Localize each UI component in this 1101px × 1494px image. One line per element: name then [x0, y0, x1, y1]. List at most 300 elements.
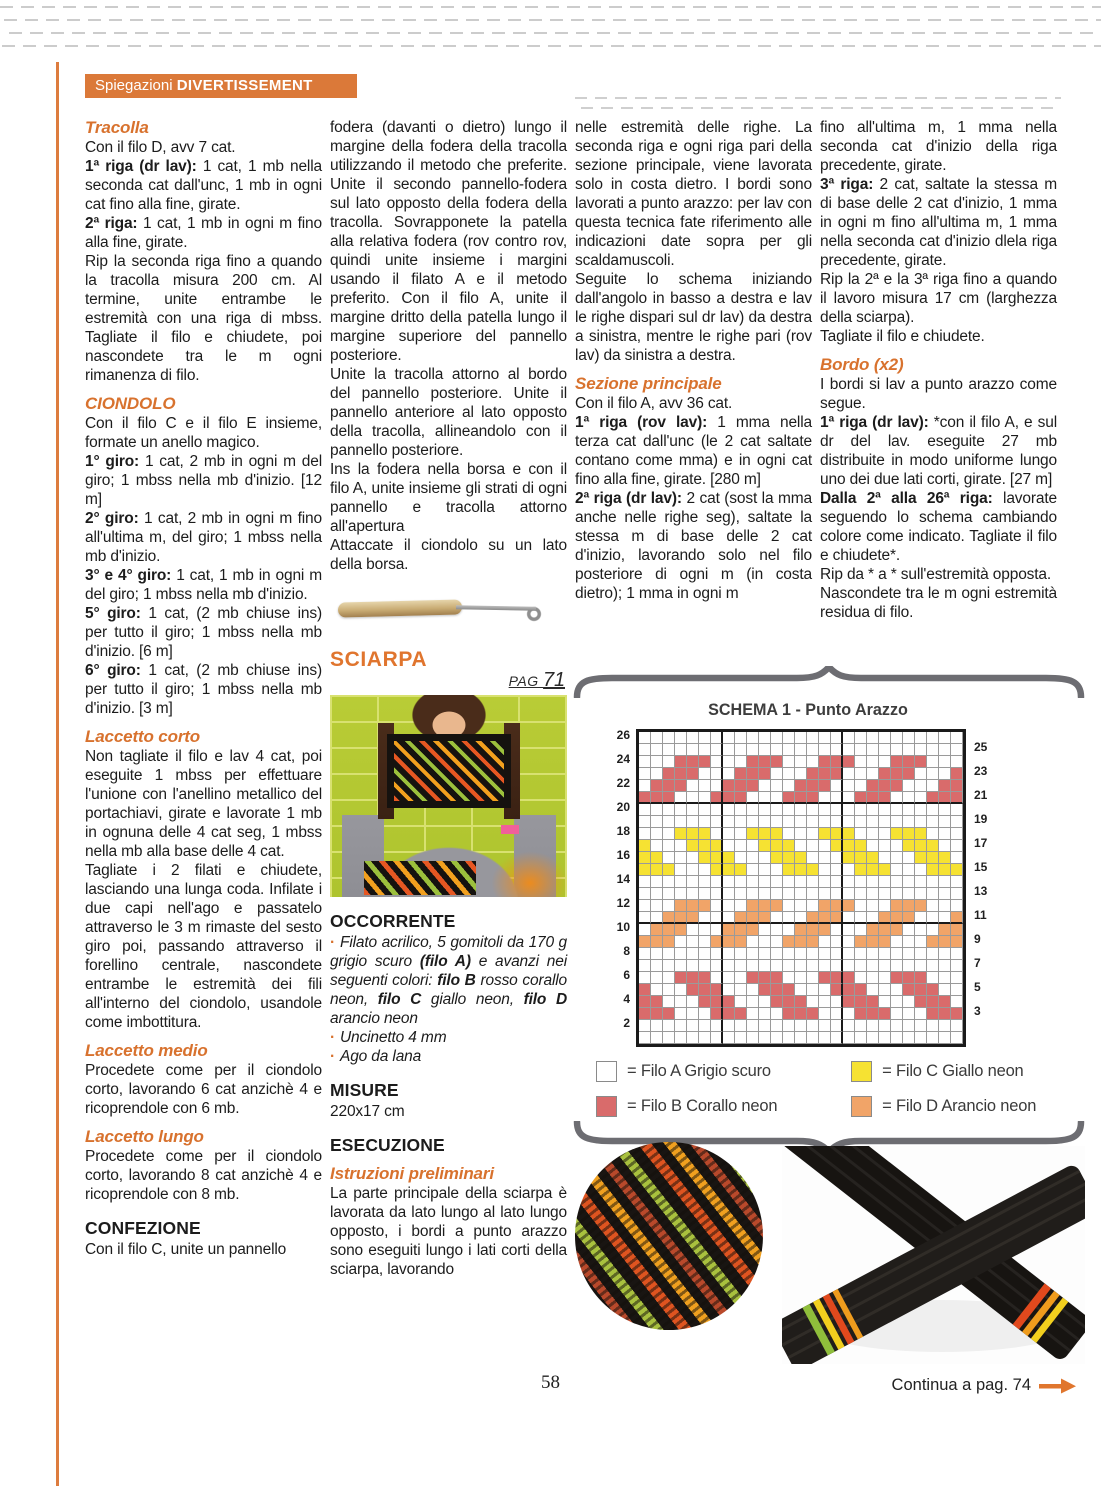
schema-cell [663, 1008, 675, 1020]
schema-cell [855, 912, 867, 924]
schema-cell [663, 924, 675, 936]
schema-cell [939, 780, 951, 792]
row-label-right: 15 [974, 860, 988, 874]
schema-cell [687, 732, 699, 744]
schema-cell [843, 1032, 855, 1044]
schema-cell [759, 852, 771, 864]
schema-cell [855, 816, 867, 828]
header-title: DIVERTISSEMENT [176, 77, 313, 94]
schema-cell [771, 960, 783, 972]
schema-cell [663, 1020, 675, 1032]
schema-cell [927, 900, 939, 912]
schema-cell [891, 1032, 903, 1044]
row-label-right: 25 [974, 740, 988, 754]
schema-cell [687, 1008, 699, 1020]
schema-cell [939, 852, 951, 864]
schema-cell [927, 996, 939, 1008]
schema-cell [795, 924, 807, 936]
schema-cell [759, 984, 771, 996]
schema-cell [867, 996, 879, 1008]
schema-cell [651, 972, 663, 984]
schema-cell [891, 780, 903, 792]
schema-cell [867, 780, 879, 792]
schema-cell [699, 732, 711, 744]
schema-cell [891, 804, 903, 816]
left-margin-rule [56, 62, 59, 1486]
schema-cell [867, 744, 879, 756]
paragraph: Dalla 2ª alla 26ª riga: lavorate seguendo lo schema cambiando colore come indicato. Tagliate il filo e chiudete*. [820, 490, 1057, 564]
schema-cell [831, 1008, 843, 1020]
schema-cell [699, 780, 711, 792]
schema-cell [891, 744, 903, 756]
schema-cell [807, 924, 819, 936]
schema-cell [843, 972, 855, 984]
schema-cell [927, 1032, 939, 1044]
schema-cell [711, 780, 723, 792]
schema-cell [915, 1020, 927, 1032]
schema-cell [723, 1032, 735, 1044]
legend-item [596, 1061, 797, 1082]
schema-cell [831, 1020, 843, 1032]
schema-cell [891, 888, 903, 900]
schema-cell [639, 960, 651, 972]
schema-cell [903, 936, 915, 948]
schema-cell [867, 732, 879, 744]
schema-cell [699, 912, 711, 924]
schema-cell [783, 924, 795, 936]
schema-cell [687, 888, 699, 900]
schema-cell [939, 984, 951, 996]
schema-cell [855, 852, 867, 864]
schema-cell [663, 744, 675, 756]
schema-cell [759, 1008, 771, 1020]
schema-cell [687, 744, 699, 756]
schema-cell [651, 1032, 663, 1044]
schema-cell [831, 876, 843, 888]
schema-cell [639, 972, 651, 984]
schema-cell [783, 744, 795, 756]
schema-cell [843, 1020, 855, 1032]
schema-cell [903, 996, 915, 1008]
row-label-left: 24 [616, 752, 630, 766]
schema-cell [903, 960, 915, 972]
schema-cell [639, 828, 651, 840]
schema-cell [807, 972, 819, 984]
legend-swatch [596, 1096, 617, 1117]
text-column-3 [575, 118, 812, 603]
schema-cell [687, 912, 699, 924]
schema-cell [759, 840, 771, 852]
paragraph: Ins la fodera nella borsa e con il filo A, unite insieme gli strati di ogni pannello e tracolla attorno all'apertura [330, 461, 567, 535]
schema-cell [795, 876, 807, 888]
schema-cell [651, 804, 663, 816]
schema-cell [663, 900, 675, 912]
section-heading-ciondolo: CIONDOLO [85, 394, 176, 413]
paragraph: Con il filo C, unite un pannello [85, 1241, 287, 1258]
schema-cell [891, 816, 903, 828]
schema-cell [651, 948, 663, 960]
schema-cell [651, 840, 663, 852]
schema-cell [663, 984, 675, 996]
schema-cell [771, 948, 783, 960]
schema-cell [783, 948, 795, 960]
schema-cell [723, 960, 735, 972]
schema-cell [795, 960, 807, 972]
schema-cell [879, 804, 891, 816]
schema-cell [747, 732, 759, 744]
schema-cell [675, 1008, 687, 1020]
section-heading-sciarpa: SCIARPA [330, 648, 428, 671]
schema-cell [795, 756, 807, 768]
schema-cell [951, 852, 963, 864]
schema-cell [639, 876, 651, 888]
row-label-left: 4 [623, 992, 630, 1006]
schema-cell [915, 984, 927, 996]
schema-cell [759, 924, 771, 936]
schema-cell [735, 888, 747, 900]
schema-cell [747, 804, 759, 816]
schema-cell [819, 792, 831, 804]
schema-cell [639, 936, 651, 948]
text-column-2 [330, 118, 567, 1279]
schema-cell [771, 1008, 783, 1020]
schema-cell [723, 864, 735, 876]
crochet-closeup-photo [575, 1142, 763, 1330]
schema-cell [867, 900, 879, 912]
schema-cell [639, 1020, 651, 1032]
schema-cell [675, 828, 687, 840]
schema-cell [855, 768, 867, 780]
schema-cell [783, 972, 795, 984]
schema-cell [711, 948, 723, 960]
schema-cell [879, 876, 891, 888]
schema-cell [879, 732, 891, 744]
schema-cell [951, 936, 963, 948]
schema-cell [939, 816, 951, 828]
schema-cell [879, 852, 891, 864]
schema-cell [687, 852, 699, 864]
schema-cell [891, 936, 903, 948]
bullet: · Uncinetto 4 mm [330, 1028, 567, 1047]
schema-cell [867, 768, 879, 780]
schema-cell [951, 828, 963, 840]
paragraph: Con il filo A, avv 36 cat. [575, 395, 733, 412]
paragraph: Tagliate i 2 filati e chiudete, lasciando una lunga coda. Infilate i due capi nell'ago e passatelo attraverso le 3 m rimaste del sesto giro poi, passando attraverso il forellino centrale, nascondete entrambe le estremità dei fili all'interno del ciondolo, usandole come imbottitura. [85, 862, 322, 1031]
schema-cell [867, 924, 879, 936]
schema-cell [879, 1032, 891, 1044]
schema-cell [747, 948, 759, 960]
schema-cell [903, 876, 915, 888]
schema-cell [639, 864, 651, 876]
schema-cell [903, 984, 915, 996]
schema-cell [951, 972, 963, 984]
schema-cell [687, 936, 699, 948]
schema-cell [687, 960, 699, 972]
schema-cell [675, 852, 687, 864]
schema-cell [675, 732, 687, 744]
section-heading-sezione-principale: Sezione principale [575, 374, 722, 393]
row-label-right: 23 [974, 764, 988, 778]
schema-cell [903, 924, 915, 936]
schema-cell [927, 984, 939, 996]
schema-cell [927, 768, 939, 780]
schema-cell [867, 984, 879, 996]
schema-cell [927, 756, 939, 768]
schema-cell [927, 780, 939, 792]
schema-cell [951, 948, 963, 960]
schema-cell [867, 792, 879, 804]
schema-cell [651, 996, 663, 1008]
schema-cell [831, 936, 843, 948]
schema-cell [699, 900, 711, 912]
schema-cell [783, 852, 795, 864]
schema-cell [747, 1020, 759, 1032]
schema-cell [867, 912, 879, 924]
schema-cell [867, 864, 879, 876]
schema-cell [819, 888, 831, 900]
schema-cell [951, 864, 963, 876]
schema-cell [915, 924, 927, 936]
schema-cell [891, 984, 903, 996]
schema-cell [855, 900, 867, 912]
schema-cell [951, 792, 963, 804]
schema-cell [699, 1032, 711, 1044]
section-heading-esecuzione: ESECUZIONE [330, 1135, 445, 1155]
schema-cell [759, 972, 771, 984]
schema-cell [735, 852, 747, 864]
schema-cell [723, 924, 735, 936]
schema-cell [663, 756, 675, 768]
schema-cell [687, 792, 699, 804]
schema-cell [783, 864, 795, 876]
schema-cell [855, 996, 867, 1008]
schema-cell [795, 792, 807, 804]
schema-cell [687, 756, 699, 768]
schema-cell [807, 756, 819, 768]
schema-cell [915, 996, 927, 1008]
schema-cell [843, 1008, 855, 1020]
paragraph: La parte principale della sciarpa è lavorata da lato lungo al lato lungo opposto, i bordi a punto arazzo sono eseguiti lungo i lati corti della sciarpa, lavorando [330, 1185, 567, 1278]
schema-cell [819, 960, 831, 972]
schema-cell [723, 792, 735, 804]
schema-cell [783, 1020, 795, 1032]
schema-cell [663, 888, 675, 900]
schema-cell [855, 804, 867, 816]
schema-cell [819, 828, 831, 840]
schema-cell [723, 900, 735, 912]
schema-cell [927, 744, 939, 756]
schema-cell [675, 984, 687, 996]
schema-cell [891, 972, 903, 984]
schema-cell [747, 852, 759, 864]
schema-cell [819, 864, 831, 876]
schema-cell [687, 924, 699, 936]
schema-cell [639, 888, 651, 900]
schema-cell [651, 912, 663, 924]
text-column-4 [820, 118, 1057, 622]
schema-cell [771, 828, 783, 840]
schema-cell [915, 876, 927, 888]
schema-cell [939, 936, 951, 948]
schema-cell [915, 804, 927, 816]
schema-cell [915, 816, 927, 828]
schema-cell [951, 900, 963, 912]
schema-cell [831, 1032, 843, 1044]
schema-cell [831, 960, 843, 972]
schema-cell [807, 768, 819, 780]
schema-cell [903, 792, 915, 804]
schema-cell [795, 1008, 807, 1020]
schema-cell [879, 972, 891, 984]
schema-cell [723, 972, 735, 984]
schema-cell [939, 876, 951, 888]
schema-cell [927, 1008, 939, 1020]
schema-cell [663, 792, 675, 804]
schema-cell [735, 1008, 747, 1020]
schema-cell [939, 912, 951, 924]
schema-cell [711, 768, 723, 780]
schema-cell [747, 936, 759, 948]
schema-cell [771, 924, 783, 936]
schema-cell [831, 792, 843, 804]
row-label-left: 16 [616, 848, 630, 862]
section-heading-laccetto-medio: Laccetto medio [85, 1041, 208, 1060]
schema-cell [903, 852, 915, 864]
schema-cell [819, 756, 831, 768]
schema-cell [831, 816, 843, 828]
schema-cell [879, 960, 891, 972]
schema-cell [915, 732, 927, 744]
schema-cell [795, 768, 807, 780]
schema-cell [699, 744, 711, 756]
schema-cell [783, 900, 795, 912]
schema-cell [675, 804, 687, 816]
schema-cell [867, 972, 879, 984]
section-heading-tracolla: Tracolla [85, 118, 149, 137]
schema-cell [711, 804, 723, 816]
schema-cell [951, 996, 963, 1008]
schema-cell [951, 756, 963, 768]
schema-cell [879, 816, 891, 828]
schema-cell [735, 924, 747, 936]
schema-cell [927, 792, 939, 804]
schema-cell [819, 948, 831, 960]
schema-cell [771, 732, 783, 744]
schema-cell [951, 1032, 963, 1044]
schema-cell [903, 768, 915, 780]
schema-cell [939, 924, 951, 936]
paragraph: Procedete come per il ciondolo corto, lavorando 8 cat anzichè 4 e ricoprendole con 8 mb. [85, 1148, 322, 1203]
continua-text: Continua a pag. 74 [891, 1376, 1031, 1394]
paragraph: Seguite lo schema iniziando dall'angolo in basso a destra e lav le righe dispari sul dr lav) da destra a sinistra, mentre le righe pari (rov lav) da sinistra a destra. [575, 271, 812, 364]
schema-cell [699, 804, 711, 816]
schema-cell [735, 1020, 747, 1032]
schema-cell [927, 852, 939, 864]
schema-cell [723, 768, 735, 780]
row-label-right [966, 1029, 1000, 1041]
schema-cell [831, 780, 843, 792]
schema-cell [855, 828, 867, 840]
schema-cell [687, 828, 699, 840]
schema-cell [879, 768, 891, 780]
schema-cell [855, 756, 867, 768]
schema-cell [879, 780, 891, 792]
schema-cell [867, 1008, 879, 1020]
schema-cell [759, 732, 771, 744]
schema-cell [759, 912, 771, 924]
schema-cell [951, 1020, 963, 1032]
schema-cell [951, 780, 963, 792]
schema-cell [651, 1008, 663, 1020]
schema-cell [855, 1032, 867, 1044]
schema-cell [687, 1020, 699, 1032]
schema-cell [735, 792, 747, 804]
schema-cell [843, 792, 855, 804]
schema-cell [675, 816, 687, 828]
schema-cell [819, 840, 831, 852]
schema-cell [711, 756, 723, 768]
schema-cell [843, 744, 855, 756]
schema-cell [663, 780, 675, 792]
schema-cell [903, 840, 915, 852]
schema-cell [651, 924, 663, 936]
schema-cell [771, 900, 783, 912]
row-label-left [604, 1029, 636, 1041]
schema-cell [759, 756, 771, 768]
schema-cell [747, 912, 759, 924]
paragraph: 5° giro: 1 cat, (2 mb chiuse ins) per tutto il giro; 1 mbss nella mb d'inizio. [6 m] [85, 605, 322, 660]
schema-cell [723, 1008, 735, 1020]
paragraph: 3° e 4° giro: 1 cat, 1 mb in ogni m del giro; 1 mbss nella mb d'inizio. [85, 567, 322, 603]
schema-cell [747, 876, 759, 888]
schema-cell [927, 840, 939, 852]
section-heading-laccetto-corto: Laccetto corto [85, 727, 201, 746]
schema-cell [831, 900, 843, 912]
bullet: · Filato acrilico, 5 gomitoli da 170 g grigio scuro (filo A) e avanzi nei seguenti colori: filo B rosso corallo neon, filo C giallo neon, filo D arancio neon [330, 933, 567, 1028]
row-label-right: 13 [974, 884, 988, 898]
schema-cell [687, 840, 699, 852]
schema-cell [723, 804, 735, 816]
schema-cell [783, 732, 795, 744]
schema-cell [687, 1032, 699, 1044]
section-heading-confezione: CONFEZIONE [85, 1218, 201, 1238]
schema-cell [915, 852, 927, 864]
schema-cell [915, 888, 927, 900]
schema-cell [771, 984, 783, 996]
schema-cell [639, 948, 651, 960]
schema-cell [639, 780, 651, 792]
schema-cell [951, 984, 963, 996]
schema-cell [711, 924, 723, 936]
schema-cell [903, 816, 915, 828]
schema-cell [939, 732, 951, 744]
schema-cell [951, 816, 963, 828]
paragraph: 3ª riga: 2 cat, saltate la stessa m di base delle 2 cat d'inizio, 1 mma in ogni m fino all'ultima m, 1 mma nella seconda cat d'inizio dlela riga precedente, girate. [820, 176, 1057, 269]
schema-cell [651, 864, 663, 876]
schema-cell [855, 1008, 867, 1020]
schema-cell [939, 864, 951, 876]
schema-cell [879, 792, 891, 804]
schema-cell [951, 732, 963, 744]
finished-scarf-photo [782, 1146, 1085, 1364]
schema-cell [759, 876, 771, 888]
schema-cell [759, 828, 771, 840]
schema-cell [699, 864, 711, 876]
schema-cell [879, 924, 891, 936]
schema-cell [699, 816, 711, 828]
schema-cell [891, 792, 903, 804]
schema-cell [759, 1032, 771, 1044]
